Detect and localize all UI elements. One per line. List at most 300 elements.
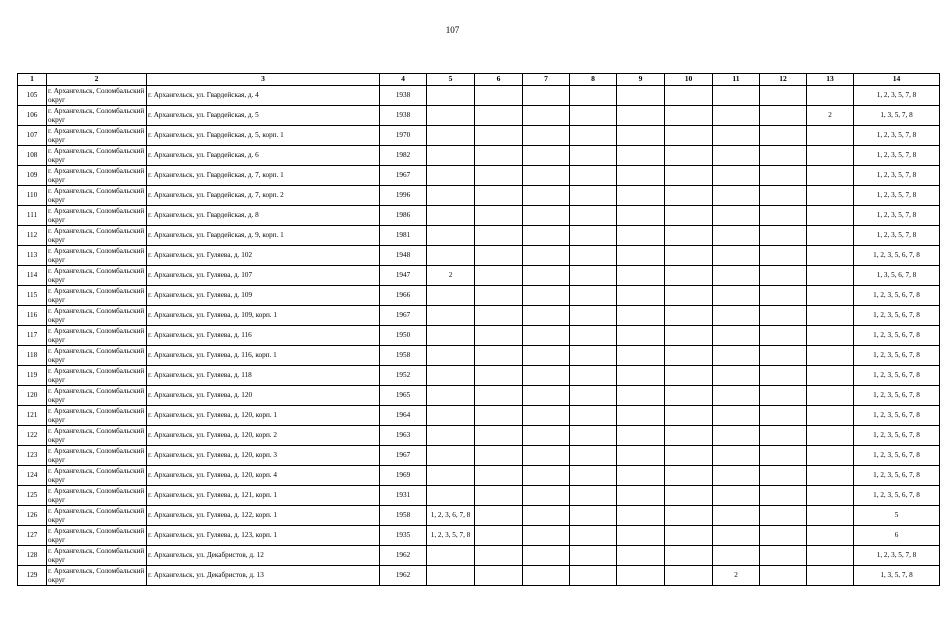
column-6-cell [475, 506, 523, 526]
column-7-cell [523, 166, 570, 186]
column-5-cell [427, 366, 475, 386]
column-6-cell [475, 366, 523, 386]
row-number-cell: 113 [18, 246, 47, 266]
district-cell: г. Архангельск, Соломбальский округ [47, 346, 147, 366]
year-cell: 1950 [380, 326, 427, 346]
column-6-cell [475, 86, 523, 106]
column-7-cell [523, 406, 570, 426]
column-8-cell [570, 246, 617, 266]
column-9-cell [617, 126, 665, 146]
address-cell: г. Архангельск, ул. Гвардейская, д. 5, корп. 1 [147, 126, 380, 146]
column-13-cell [807, 306, 854, 326]
column-10-cell [665, 186, 713, 206]
column-11-cell [713, 446, 760, 466]
row-number-cell: 122 [18, 426, 47, 446]
column-7-cell [523, 426, 570, 446]
column-header: 6 [475, 74, 523, 86]
column-5-cell [427, 326, 475, 346]
column-5-cell [427, 286, 475, 306]
column-7-cell [523, 566, 570, 586]
column-13-cell [807, 346, 854, 366]
column-8-cell [570, 486, 617, 506]
district-cell: г. Архангельск, Соломбальский округ [47, 246, 147, 266]
row-number-cell: 128 [18, 546, 47, 566]
column-10-cell [665, 486, 713, 506]
column-10-cell [665, 446, 713, 466]
column-13-cell [807, 526, 854, 546]
table-row [18, 106, 940, 126]
row-number-cell: 111 [18, 206, 47, 226]
column-14-cell: 1, 2, 3, 5, 6, 7, 8 [854, 306, 940, 326]
column-5-cell [427, 106, 475, 126]
column-12-cell [760, 566, 807, 586]
column-9-cell [617, 206, 665, 226]
column-6-cell [475, 446, 523, 466]
column-11-cell [713, 406, 760, 426]
address-cell: г. Архангельск, ул. Гуляева, д. 122, корп. 1 [147, 506, 380, 526]
column-10-cell [665, 266, 713, 286]
district-cell: г. Архангельск, Соломбальский округ [47, 286, 147, 306]
column-9-cell [617, 346, 665, 366]
table-row [18, 86, 940, 106]
district-cell: г. Архангельск, Соломбальский округ [47, 386, 147, 406]
column-12-cell [760, 246, 807, 266]
column-14-cell: 6 [854, 526, 940, 546]
table-row [18, 546, 940, 566]
address-cell: г. Архангельск, ул. Декабристов, д. 13 [147, 566, 380, 586]
column-6-cell [475, 266, 523, 286]
address-cell: г. Архангельск, ул. Гуляева, д. 121, корп. 1 [147, 486, 380, 506]
row-number-cell: 112 [18, 226, 47, 246]
column-7-cell [523, 366, 570, 386]
column-6-cell [475, 286, 523, 306]
year-cell: 1996 [380, 186, 427, 206]
column-10-cell [665, 566, 713, 586]
district-cell: г. Архангельск, Соломбальский округ [47, 506, 147, 526]
row-number-cell: 114 [18, 266, 47, 286]
column-14-cell: 1, 2, 3, 5, 6, 7, 8 [854, 486, 940, 506]
column-6-cell [475, 466, 523, 486]
column-11-cell [713, 346, 760, 366]
address-cell: г. Архангельск, ул. Гуляева, д. 109, корп. 1 [147, 306, 380, 326]
column-6-cell [475, 186, 523, 206]
table-row [18, 446, 940, 466]
address-cell: г. Архангельск, ул. Гуляева, д. 120, корп. 4 [147, 466, 380, 486]
year-cell: 1982 [380, 146, 427, 166]
table-row [18, 566, 940, 586]
column-5-cell [427, 466, 475, 486]
column-11-cell [713, 386, 760, 406]
column-13-cell [807, 166, 854, 186]
column-5-cell [427, 246, 475, 266]
column-14-cell: 1, 2, 3, 5, 7, 8 [854, 226, 940, 246]
row-number-cell: 124 [18, 466, 47, 486]
column-6-cell [475, 406, 523, 426]
column-14-cell: 1, 2, 3, 5, 6, 7, 8 [854, 466, 940, 486]
column-9-cell [617, 406, 665, 426]
column-header: 8 [570, 74, 617, 86]
column-14-cell: 1, 2, 3, 5, 7, 8 [854, 126, 940, 146]
column-header: 4 [380, 74, 427, 86]
address-cell: г. Архангельск, ул. Гуляева, д. 118 [147, 366, 380, 386]
column-12-cell [760, 366, 807, 386]
district-cell: г. Архангельск, Соломбальский округ [47, 526, 147, 546]
column-12-cell [760, 466, 807, 486]
column-5-cell: 1, 2, 3, 6, 7, 8 [427, 506, 475, 526]
column-8-cell [570, 426, 617, 446]
column-10-cell [665, 286, 713, 306]
column-12-cell [760, 206, 807, 226]
row-number-cell: 129 [18, 566, 47, 586]
column-7-cell [523, 486, 570, 506]
column-7-cell [523, 346, 570, 366]
column-7-cell [523, 446, 570, 466]
address-cell: г. Архангельск, ул. Гуляева, д. 120 [147, 386, 380, 406]
column-11-cell [713, 526, 760, 546]
year-cell: 1947 [380, 266, 427, 286]
column-12-cell [760, 266, 807, 286]
address-cell: г. Архангельск, ул. Гуляева, д. 109 [147, 286, 380, 306]
column-6-cell [475, 386, 523, 406]
column-8-cell [570, 546, 617, 566]
row-number-cell: 121 [18, 406, 47, 426]
district-cell: г. Архангельск, Соломбальский округ [47, 86, 147, 106]
column-5-cell [427, 306, 475, 326]
column-13-cell: 2 [807, 106, 854, 126]
column-9-cell [617, 546, 665, 566]
column-5-cell [427, 86, 475, 106]
district-cell: г. Архангельск, Соломбальский округ [47, 566, 147, 586]
column-9-cell [617, 466, 665, 486]
column-12-cell [760, 326, 807, 346]
column-5-cell [427, 346, 475, 366]
year-cell: 1962 [380, 546, 427, 566]
row-number-cell: 120 [18, 386, 47, 406]
column-11-cell [713, 266, 760, 286]
column-7-cell [523, 506, 570, 526]
district-cell: г. Архангельск, Соломбальский округ [47, 106, 147, 126]
column-14-cell: 1, 2, 3, 5, 6, 7, 8 [854, 346, 940, 366]
column-6-cell [475, 566, 523, 586]
column-5-cell: 2 [427, 266, 475, 286]
table-row [18, 226, 940, 246]
column-8-cell [570, 186, 617, 206]
column-6-cell [475, 126, 523, 146]
column-11-cell [713, 506, 760, 526]
column-6-cell [475, 546, 523, 566]
column-14-cell: 1, 2, 3, 5, 7, 8 [854, 186, 940, 206]
column-8-cell [570, 466, 617, 486]
district-cell: г. Архангельск, Соломбальский округ [47, 366, 147, 386]
year-cell: 1965 [380, 386, 427, 406]
column-12-cell [760, 486, 807, 506]
column-9-cell [617, 446, 665, 466]
district-cell: г. Архангельск, Соломбальский округ [47, 146, 147, 166]
column-14-cell: 1, 2, 3, 5, 6, 7, 8 [854, 366, 940, 386]
column-14-cell: 5 [854, 506, 940, 526]
column-9-cell [617, 226, 665, 246]
column-12-cell [760, 406, 807, 426]
table-row [18, 506, 940, 526]
column-13-cell [807, 446, 854, 466]
row-number-cell: 105 [18, 86, 47, 106]
column-11-cell [713, 426, 760, 446]
address-cell: г. Архангельск, ул. Гуляева, д. 123, корп. 1 [147, 526, 380, 546]
row-number-cell: 119 [18, 366, 47, 386]
column-6-cell [475, 166, 523, 186]
column-5-cell: 1, 2, 3, 5, 7, 8 [427, 526, 475, 546]
district-cell: г. Архангельск, Соломбальский округ [47, 546, 147, 566]
table-row [18, 286, 940, 306]
column-12-cell [760, 526, 807, 546]
row-number-cell: 118 [18, 346, 47, 366]
column-10-cell [665, 526, 713, 546]
column-7-cell [523, 206, 570, 226]
column-14-cell: 1, 3, 5, 7, 8 [854, 106, 940, 126]
column-11-cell [713, 466, 760, 486]
column-7-cell [523, 106, 570, 126]
district-cell: г. Архангельск, Соломбальский округ [47, 466, 147, 486]
column-5-cell [427, 486, 475, 506]
year-cell: 1986 [380, 206, 427, 226]
column-12-cell [760, 226, 807, 246]
column-6-cell [475, 226, 523, 246]
column-11-cell [713, 86, 760, 106]
table-row [18, 426, 940, 446]
row-number-cell: 109 [18, 166, 47, 186]
district-cell: г. Архангельск, Соломбальский округ [47, 226, 147, 246]
table-row [18, 246, 940, 266]
column-8-cell [570, 326, 617, 346]
column-10-cell [665, 426, 713, 446]
column-9-cell [617, 266, 665, 286]
district-cell: г. Архангельск, Соломбальский округ [47, 306, 147, 326]
column-6-cell [475, 306, 523, 326]
column-8-cell [570, 266, 617, 286]
column-5-cell [427, 386, 475, 406]
address-cell: г. Архангельск, ул. Гуляева, д. 120, корп. 3 [147, 446, 380, 466]
column-11-cell [713, 286, 760, 306]
district-cell: г. Архангельск, Соломбальский округ [47, 186, 147, 206]
column-13-cell [807, 466, 854, 486]
column-11-cell [713, 146, 760, 166]
table-body [18, 86, 940, 586]
column-11-cell [713, 206, 760, 226]
column-8-cell [570, 126, 617, 146]
column-9-cell [617, 386, 665, 406]
column-6-cell [475, 526, 523, 546]
column-10-cell [665, 246, 713, 266]
column-12-cell [760, 446, 807, 466]
column-14-cell: 1, 3, 5, 6, 7, 8 [854, 266, 940, 286]
address-cell: г. Архангельск, ул. Гуляева, д. 120, корп. 2 [147, 426, 380, 446]
column-9-cell [617, 306, 665, 326]
column-12-cell [760, 346, 807, 366]
district-cell: г. Архангельск, Соломбальский округ [47, 426, 147, 446]
header-row [18, 74, 940, 86]
table-row [18, 326, 940, 346]
column-8-cell [570, 106, 617, 126]
column-11-cell [713, 366, 760, 386]
row-number-cell: 110 [18, 186, 47, 206]
district-cell: г. Архангельск, Соломбальский округ [47, 206, 147, 226]
table-row [18, 366, 940, 386]
column-9-cell [617, 426, 665, 446]
column-header: 13 [807, 74, 854, 86]
column-5-cell [427, 566, 475, 586]
column-header: 5 [427, 74, 475, 86]
address-cell: г. Архангельск, ул. Гуляева, д. 107 [147, 266, 380, 286]
page-number: 107 [445, 25, 460, 35]
column-7-cell [523, 266, 570, 286]
column-14-cell: 1, 2, 3, 5, 6, 7, 8 [854, 246, 940, 266]
column-14-cell: 1, 2, 3, 5, 7, 8 [854, 166, 940, 186]
column-12-cell [760, 506, 807, 526]
row-number-cell: 106 [18, 106, 47, 126]
year-cell: 1958 [380, 506, 427, 526]
column-7-cell [523, 386, 570, 406]
column-7-cell [523, 526, 570, 546]
table-row [18, 306, 940, 326]
district-cell: г. Архангельск, Соломбальский округ [47, 406, 147, 426]
year-cell: 1938 [380, 86, 427, 106]
year-cell: 1948 [380, 246, 427, 266]
column-12-cell [760, 426, 807, 446]
column-11-cell [713, 546, 760, 566]
column-5-cell [427, 126, 475, 146]
year-cell: 1952 [380, 366, 427, 386]
row-number-cell: 107 [18, 126, 47, 146]
column-9-cell [617, 186, 665, 206]
column-9-cell [617, 526, 665, 546]
column-13-cell [807, 246, 854, 266]
column-9-cell [617, 486, 665, 506]
district-cell: г. Архангельск, Соломбальский округ [47, 326, 147, 346]
table-row [18, 206, 940, 226]
column-13-cell [807, 426, 854, 446]
column-8-cell [570, 286, 617, 306]
column-6-cell [475, 106, 523, 126]
column-7-cell [523, 86, 570, 106]
column-11-cell [713, 106, 760, 126]
column-14-cell: 1, 2, 3, 5, 6, 7, 8 [854, 446, 940, 466]
column-12-cell [760, 86, 807, 106]
column-10-cell [665, 366, 713, 386]
row-number-cell: 126 [18, 506, 47, 526]
column-11-cell [713, 246, 760, 266]
table-row [18, 486, 940, 506]
year-cell: 1967 [380, 166, 427, 186]
address-cell: г. Архангельск, ул. Гуляева, д. 120, корп. 1 [147, 406, 380, 426]
address-cell: г. Архангельск, ул. Гвардейская, д. 5 [147, 106, 380, 126]
column-14-cell: 1, 2, 3, 5, 6, 7, 8 [854, 286, 940, 306]
column-header: 1 [18, 74, 47, 86]
column-8-cell [570, 206, 617, 226]
district-cell: г. Архангельск, Соломбальский округ [47, 166, 147, 186]
column-14-cell: 1, 3, 5, 7, 8 [854, 566, 940, 586]
column-10-cell [665, 166, 713, 186]
column-9-cell [617, 326, 665, 346]
column-5-cell [427, 146, 475, 166]
column-13-cell [807, 206, 854, 226]
column-7-cell [523, 226, 570, 246]
column-header: 12 [760, 74, 807, 86]
column-11-cell [713, 166, 760, 186]
table-row [18, 146, 940, 166]
table-row [18, 406, 940, 426]
column-9-cell [617, 506, 665, 526]
column-8-cell [570, 386, 617, 406]
column-8-cell [570, 526, 617, 546]
column-9-cell [617, 566, 665, 586]
row-number-cell: 108 [18, 146, 47, 166]
address-cell: г. Архангельск, ул. Гуляева, д. 102 [147, 246, 380, 266]
column-12-cell [760, 106, 807, 126]
row-number-cell: 115 [18, 286, 47, 306]
column-10-cell [665, 126, 713, 146]
year-cell: 1958 [380, 346, 427, 366]
column-9-cell [617, 146, 665, 166]
table-row [18, 346, 940, 366]
column-7-cell [523, 466, 570, 486]
column-13-cell [807, 126, 854, 146]
column-10-cell [665, 146, 713, 166]
address-cell: г. Архангельск, ул. Гуляева, д. 116, корп. 1 [147, 346, 380, 366]
year-cell: 1967 [380, 306, 427, 326]
table-row [18, 126, 940, 146]
column-11-cell [713, 486, 760, 506]
year-cell: 1964 [380, 406, 427, 426]
column-header: 9 [617, 74, 665, 86]
column-10-cell [665, 406, 713, 426]
registry-table [17, 73, 940, 586]
column-5-cell [427, 186, 475, 206]
column-13-cell [807, 86, 854, 106]
table-row [18, 166, 940, 186]
column-5-cell [427, 206, 475, 226]
address-cell: г. Архангельск, ул. Гвардейская, д. 8 [147, 206, 380, 226]
column-7-cell [523, 326, 570, 346]
column-10-cell [665, 226, 713, 246]
column-11-cell [713, 226, 760, 246]
column-9-cell [617, 286, 665, 306]
column-header: 2 [47, 74, 147, 86]
year-cell: 1935 [380, 526, 427, 546]
column-12-cell [760, 166, 807, 186]
district-cell: г. Архангельск, Соломбальский округ [47, 266, 147, 286]
column-12-cell [760, 126, 807, 146]
column-12-cell [760, 286, 807, 306]
column-13-cell [807, 486, 854, 506]
year-cell: 1967 [380, 446, 427, 466]
column-9-cell [617, 366, 665, 386]
column-14-cell: 1, 2, 3, 5, 6, 7, 8 [854, 386, 940, 406]
column-header: 14 [854, 74, 940, 86]
column-5-cell [427, 426, 475, 446]
column-6-cell [475, 326, 523, 346]
column-11-cell [713, 126, 760, 146]
column-14-cell: 1, 2, 3, 5, 6, 7, 8 [854, 326, 940, 346]
column-10-cell [665, 466, 713, 486]
column-9-cell [617, 246, 665, 266]
column-13-cell [807, 386, 854, 406]
column-6-cell [475, 486, 523, 506]
column-13-cell [807, 226, 854, 246]
column-10-cell [665, 86, 713, 106]
column-6-cell [475, 146, 523, 166]
column-10-cell [665, 206, 713, 226]
column-5-cell [427, 546, 475, 566]
